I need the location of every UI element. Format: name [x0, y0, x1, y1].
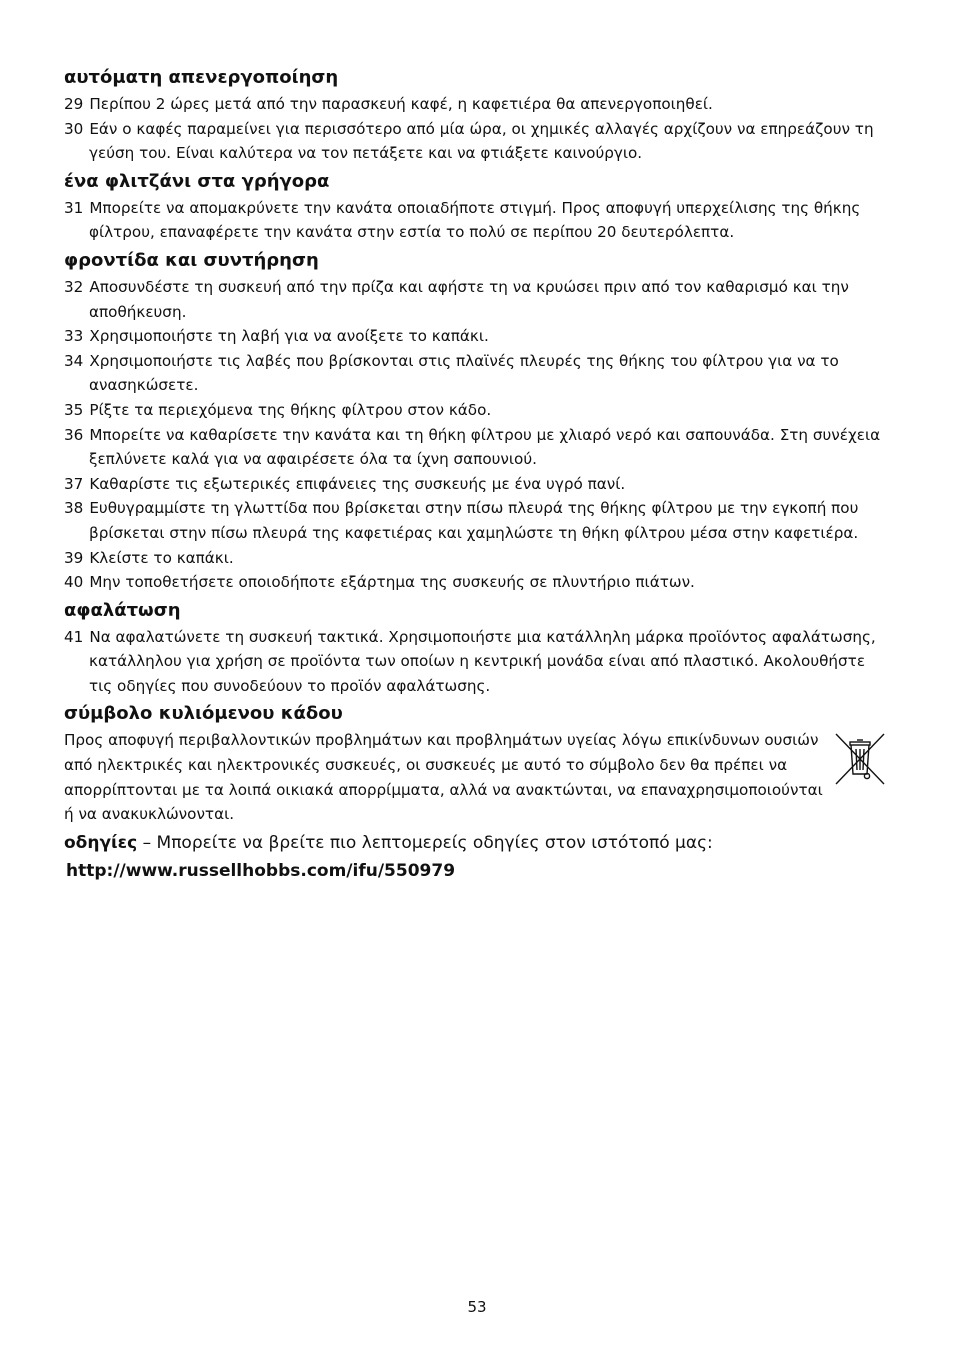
crossed-out-wheelie-bin-icon	[834, 732, 886, 786]
list-item	[64, 570, 890, 595]
item-number: 32	[64, 277, 84, 296]
instructions-label: οδηγίες	[64, 832, 138, 853]
instructions-url[interactable]: http://www.russellhobbs.com/ifu/550979	[66, 860, 456, 881]
item-text: Περίπου 2 ώρες μετά από την παρασκευή καφέ, η καφετιέρα θα απενεργοποιηθεί.	[89, 95, 713, 113]
list-item	[64, 324, 890, 349]
list-item	[64, 625, 890, 699]
item-number: 34	[64, 351, 84, 370]
manual-page	[64, 62, 890, 884]
list-item	[64, 398, 890, 423]
list-item	[64, 472, 890, 497]
list-item	[64, 92, 890, 117]
weee-text: Προς αποφυγή περιβαλλοντικών προβλημάτων και προβλημάτων υγείας λόγω επικίνδυνων ουσιών από ηλεκτρικές και ηλεκτρονικές συσκευές, οι συσκευές με αυτό το σύμβολο δεν θα πρέπει να απορρίπτονται με τα λοιπά οικιακά απορρίμματα, αλλά να ανακτώνται, να επαναχρησιμοποιούνται ή να ανακυκλώνονται.	[64, 731, 823, 824]
item-number: 37	[64, 474, 84, 493]
page-number: 53	[467, 1298, 487, 1316]
item-text: Χρησιμοποιήστε τη λαβή για να ανοίξετε το καπάκι.	[89, 327, 489, 346]
list-item	[64, 196, 890, 245]
item-text: Ευθυγραμμίστε τη γλωττίδα που βρίσκεται στην πίσω πλευρά της θήκης φίλτρου με την εγκοπή που βρίσκεται στην πίσω πλευρά της καφετιέρας και χαμηλώστε τη θήκη φίλτρου μέσα στην καφετιέρα.	[89, 499, 859, 542]
list-item	[64, 275, 890, 324]
section-heading: ένα φλιτζάνι στα γρήγορα	[64, 170, 330, 192]
sections-container	[64, 66, 890, 698]
item-text: Να αφαλατώνετε τη συσκευή τακτικά. Χρησιμοποιήστε μια κατάλληλη μάρκα προϊόντος αφαλάτωσης, κατάλληλου για χρήση σε προϊόντα των οποίων η κεντρική μονάδα είναι από πλαστικό. Ακολουθήστε τις οδηγίες που συνοδεύουν το προϊόν αφαλάτωσης.	[89, 627, 876, 695]
list-item	[64, 496, 890, 545]
item-number: 35	[64, 400, 84, 419]
list-item	[64, 546, 890, 571]
item-text: Μπορείτε να καθαρίσετε την κανάτα και τη θήκη φίλτρου με χλιαρό νερό και σαπουνάδα. Στη συνέχεια ξεπλύνετε καλά για να αφαιρέσετε όλα τα ίχνη σαπουνιού.	[89, 425, 881, 469]
section-heading: αφαλάτωση	[64, 599, 181, 621]
instructions-line	[64, 830, 890, 856]
item-text: Εάν ο καφές παραμείνει για περισσότερο από μία ώρα, οι χημικές αλλαγές αρχίζουν να επηρεάζουν τη γεύση του. Είναι καλύτερα να τον πετάξετε και να φτιάξετε καινούργιο.	[89, 119, 874, 163]
item-number: 38	[64, 499, 84, 518]
item-text: Αποσυνδέστε τη συσκευή από την πρίζα και αφήστε τη να κρυώσει πριν από τον καθαρισμό και την αποθήκευση.	[89, 277, 849, 321]
item-number: 29	[64, 95, 84, 113]
list-item	[64, 349, 890, 398]
item-text: Μην τοποθετήσετε οποιοδήποτε εξάρτημα της συσκευής σε πλυντήριο πιάτων.	[89, 573, 695, 592]
item-number: 41	[64, 627, 84, 646]
item-number: 30	[64, 119, 84, 138]
section-heading: φροντίδα και συντήρηση	[64, 249, 319, 271]
list-item	[64, 117, 890, 166]
section-heading: αυτόματη απενεργοποίηση	[64, 67, 339, 88]
item-text: Κλείστε το καπάκι.	[89, 548, 234, 567]
weee-block	[64, 728, 890, 826]
list-item	[64, 423, 890, 472]
item-number: 33	[64, 327, 84, 346]
item-number: 31	[64, 198, 84, 217]
item-text: Μπορείτε να απομακρύνετε την κανάτα οποιαδήποτε στιγμή. Προς αποφυγή υπερχείλισης της θήκης φίλτρου, επαναφέρετε την κανάτα στην εστία το πολύ σε περίπου 20 δευτερόλεπτα.	[89, 198, 861, 242]
item-text: Ρίξτε τα περιεχόμενα της θήκης φίλτρου στον κάδο.	[89, 400, 492, 419]
item-text: Χρησιμοποιήστε τις λαβές που βρίσκονται στις πλαϊνές πλευρές της θήκης του φίλτρου για να το ανασηκώσετε.	[89, 351, 839, 395]
item-number: 36	[64, 425, 84, 444]
item-number: 39	[64, 548, 84, 567]
weee-heading: σύμβολο κυλιόμενου κάδου	[64, 703, 343, 725]
item-number: 40	[64, 573, 84, 592]
item-text: Καθαρίστε τις εξωτερικές επιφάνειες της συσκευής με ένα υγρό πανί.	[89, 474, 626, 493]
instructions-text: – Μπορείτε να βρείτε πιο λεπτομερείς οδηγίες στον ιστότοπό μας:	[137, 832, 713, 853]
